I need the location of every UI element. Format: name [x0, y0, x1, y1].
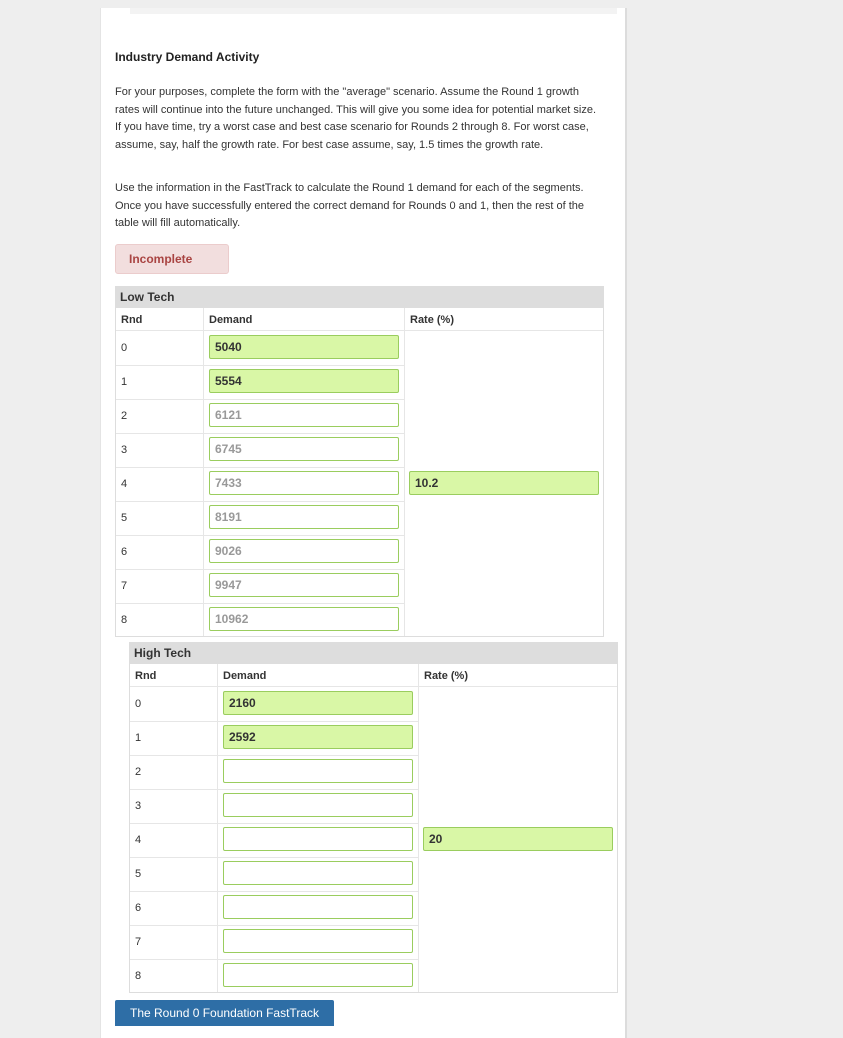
row-divider	[130, 925, 418, 926]
round-number: 8	[121, 614, 128, 626]
demand-input[interactable]: 6121	[209, 403, 399, 427]
row-divider	[130, 891, 418, 892]
header-divider	[130, 686, 617, 687]
row-divider	[130, 755, 418, 756]
demand-input[interactable]	[223, 929, 413, 953]
round-number: 1	[121, 376, 128, 388]
demand-input[interactable]: 8191	[209, 505, 399, 529]
demand-input[interactable]	[223, 793, 413, 817]
row-divider	[130, 789, 418, 790]
demand-input[interactable]	[223, 759, 413, 783]
round-number: 2	[121, 410, 128, 422]
round-number: 8	[135, 970, 142, 982]
page-title: Industry Demand Activity	[115, 50, 260, 64]
round-number: 3	[135, 800, 142, 812]
row-divider	[116, 501, 404, 502]
round-number: 7	[135, 936, 142, 948]
column-header-rnd: Rnd	[121, 314, 143, 326]
demand-input[interactable]: 2160	[223, 691, 413, 715]
header-divider	[116, 330, 603, 331]
round-number: 1	[135, 732, 142, 744]
instructions-paragraph-2: Use the information in the FastTrack to calculate the Round 1 demand for each of the segments. Once you have successfully entered the correct demand for Rounds 0 and 1, then the rest of the table will fill automatically.	[115, 182, 584, 230]
demand-input[interactable]: 6745	[209, 437, 399, 461]
instructions-paragraph-1: For your purposes, complete the form with the "average" scenario. Assume the Round 1 growth rates will continue into the future unchanged. This will give you some idea for potential market size. If you have time, try a worst case and best case scenario for Rounds 2 through 8. For worst case, assume, say, half the growth rate. For best case assume, say, 1.5 times the growth rate.	[115, 86, 596, 151]
column-divider	[404, 308, 405, 636]
row-divider	[130, 959, 418, 960]
demand-input[interactable]: 2592	[223, 725, 413, 749]
status-badge: Incomplete	[115, 244, 229, 274]
round-number: 3	[121, 444, 128, 456]
row-divider	[116, 399, 404, 400]
high-tech-rate-field[interactable]: 20	[423, 827, 613, 851]
low-tech-table	[115, 286, 604, 637]
table-title: Low Tech	[116, 287, 603, 308]
fasttrack-button[interactable]: The Round 0 Foundation FastTrack	[115, 1000, 334, 1026]
round-number: 4	[135, 834, 142, 846]
row-divider	[130, 721, 418, 722]
demand-input[interactable]: 5040	[209, 335, 399, 359]
demand-input[interactable]	[223, 827, 413, 851]
round-number: 5	[135, 868, 142, 880]
demand-input[interactable]: 7433	[209, 471, 399, 495]
row-divider	[130, 857, 418, 858]
demand-input[interactable]: 5554	[209, 369, 399, 393]
demand-input[interactable]: 9947	[209, 573, 399, 597]
column-header-rate: Rate (%)	[410, 314, 455, 326]
demand-input[interactable]	[223, 895, 413, 919]
row-divider	[116, 433, 404, 434]
demand-input[interactable]	[223, 861, 413, 885]
column-header-rate: Rate (%)	[424, 670, 469, 682]
round-number: 2	[135, 766, 142, 778]
row-divider	[116, 467, 404, 468]
round-number: 0	[135, 698, 142, 710]
row-divider	[116, 603, 404, 604]
round-number: 7	[121, 580, 128, 592]
round-number: 4	[121, 478, 128, 490]
top-bar	[130, 8, 617, 14]
row-divider	[130, 823, 418, 824]
demand-input[interactable]: 10962	[209, 607, 399, 631]
row-divider	[116, 365, 404, 366]
column-header-demand: Demand	[209, 314, 253, 326]
demand-input[interactable]: 9026	[209, 539, 399, 563]
column-divider	[217, 664, 218, 992]
table-title: High Tech	[130, 643, 617, 664]
row-divider	[116, 535, 404, 536]
column-divider	[418, 664, 419, 992]
round-number: 6	[135, 902, 142, 914]
round-number: 6	[121, 546, 128, 558]
demand-input[interactable]	[223, 963, 413, 987]
low-tech-rate-field[interactable]: 10.2	[409, 471, 599, 495]
row-divider	[116, 569, 404, 570]
round-number: 5	[121, 512, 128, 524]
column-divider	[203, 308, 204, 636]
column-header-demand: Demand	[223, 670, 267, 682]
high-tech-table	[129, 642, 618, 993]
round-number: 0	[121, 342, 128, 354]
column-header-rnd: Rnd	[135, 670, 157, 682]
